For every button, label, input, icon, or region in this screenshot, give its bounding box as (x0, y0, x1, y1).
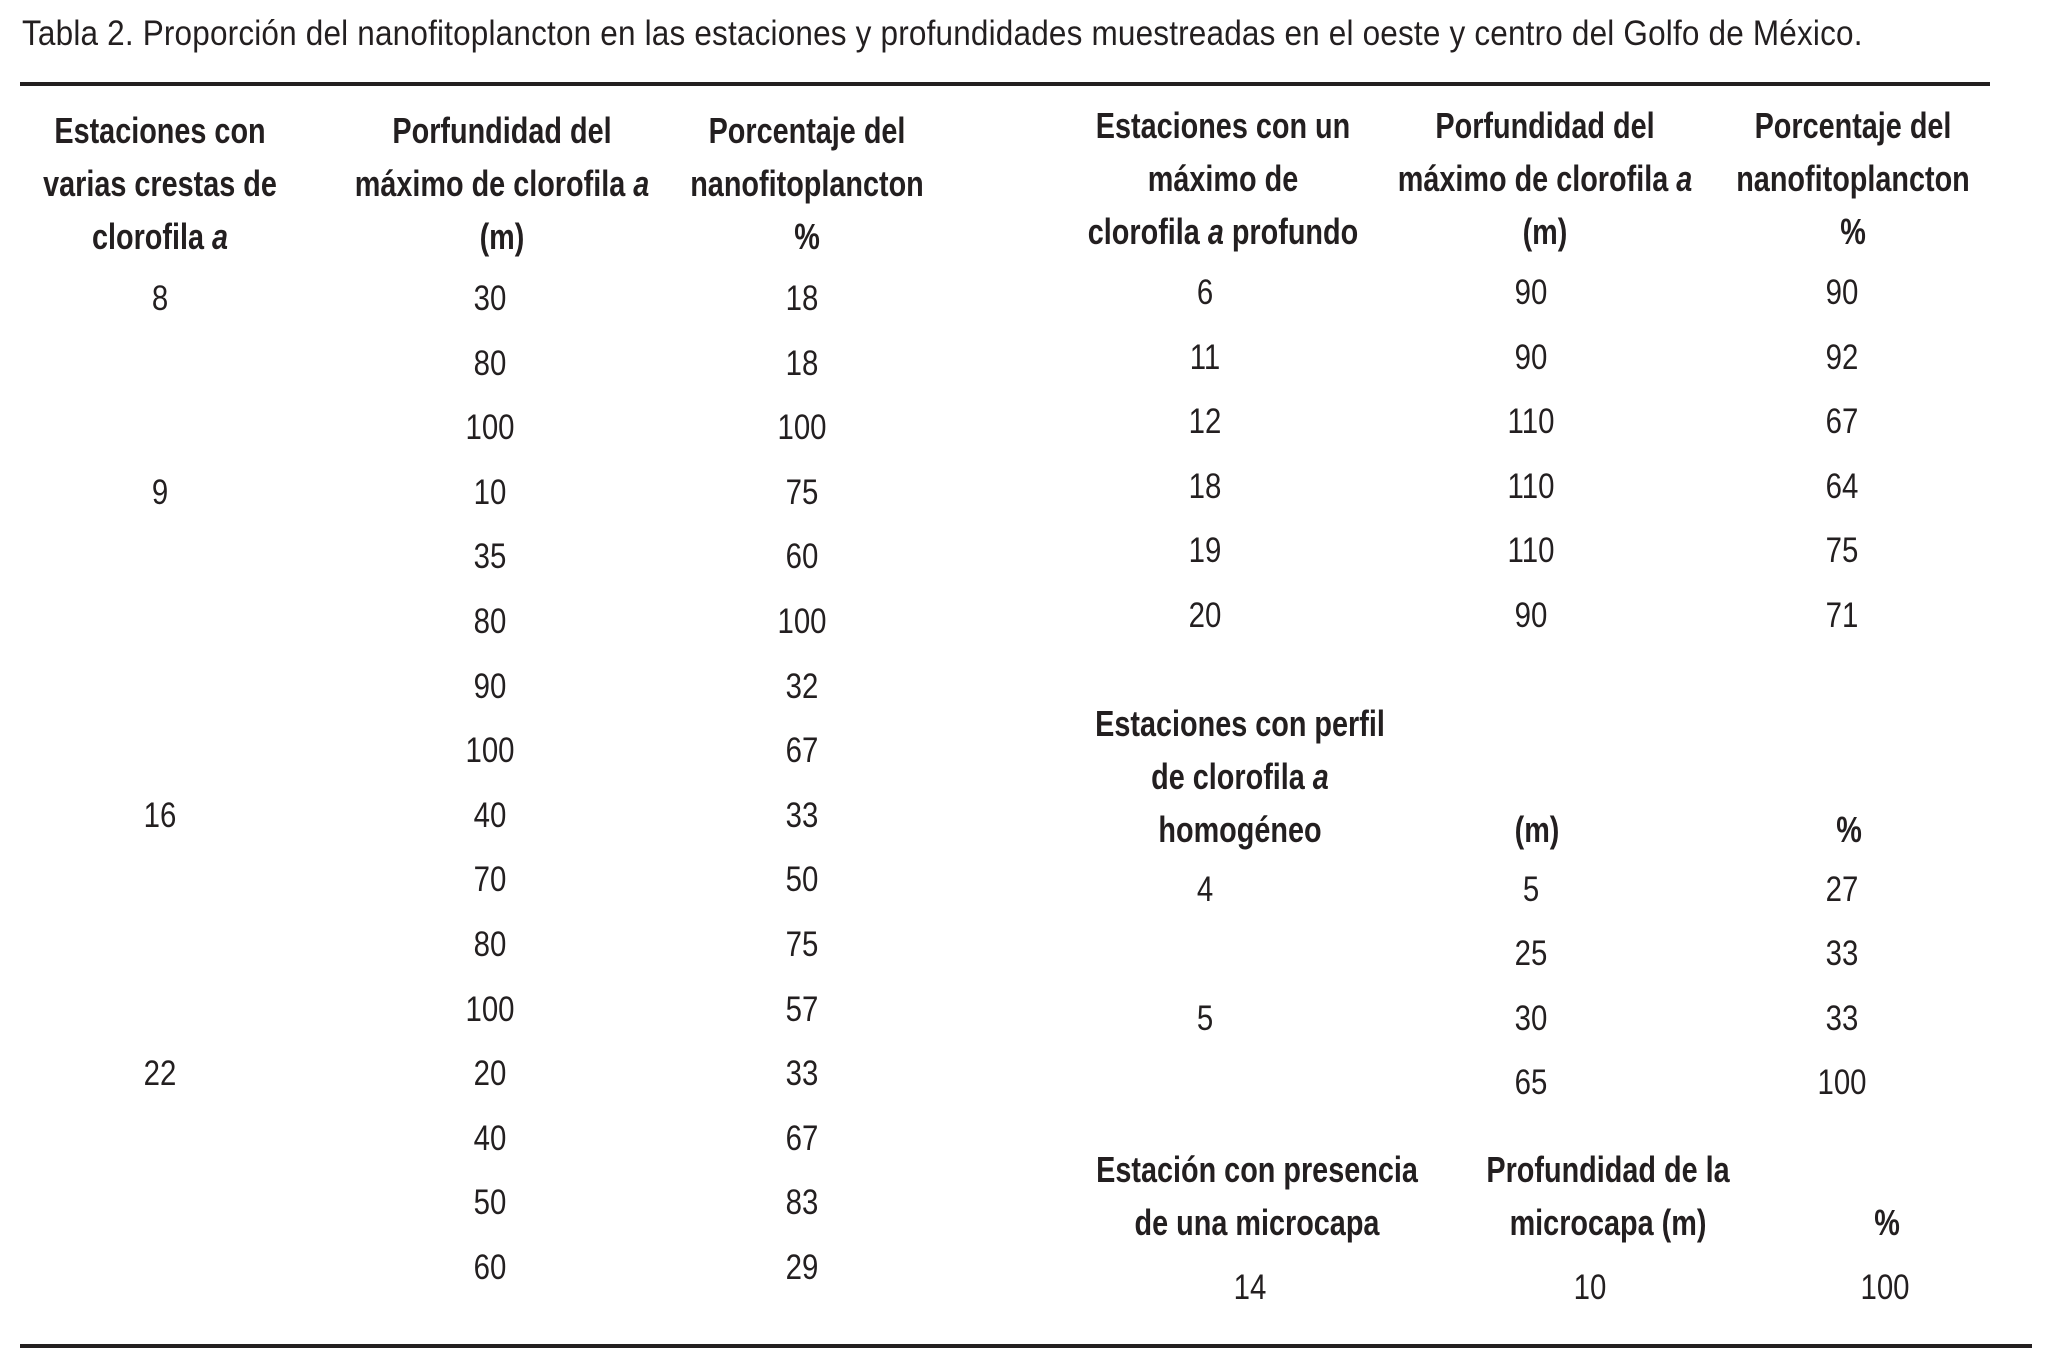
depth-cell: 60 (473, 1248, 507, 1287)
percent-cell: 75 (785, 925, 819, 964)
deep-header-depth: Porfundidad del máximo de clorofila a (m) (1397, 105, 1693, 252)
percent-cell: 75 (785, 472, 819, 512)
micro-header-percent: % (1874, 1202, 1900, 1243)
depth-cell: 110 (1507, 402, 1555, 442)
percent-cell: 29 (785, 1248, 819, 1287)
percent-cell: 33 (1825, 998, 1859, 1038)
homog-header-station: Estaciones con perfil de clorofila a homogéneo (1095, 703, 1385, 850)
percent-cell: 67 (785, 731, 819, 771)
deep-header-station: Estaciones con un máximo de clorofila a profundo (1087, 105, 1359, 252)
bottom-rule (20, 1344, 2032, 1348)
depth-cell: 110 (1507, 466, 1555, 506)
percent-cell: 100 (1860, 1268, 1910, 1307)
percent-cell: 100 (777, 408, 827, 448)
depth-cell: 10 (473, 472, 507, 512)
station-cell: 4 (1196, 870, 1214, 909)
depth-cell: 35 (473, 537, 507, 577)
depth-cell: 20 (473, 1054, 507, 1094)
micro-header-depth: Profundidad de la microcapa (m) (1486, 1149, 1730, 1243)
station-cell: 8 (151, 279, 169, 318)
depth-cell: 30 (473, 279, 507, 318)
percent-cell: 57 (785, 989, 819, 1029)
depth-cell: 50 (473, 1183, 507, 1223)
percent-cell: 18 (785, 279, 819, 318)
depth-cell: 90 (1514, 596, 1548, 635)
depth-cell: 110 (1507, 531, 1555, 571)
depth-cell: 90 (1514, 273, 1548, 312)
station-cell: 5 (1196, 998, 1214, 1038)
station-cell: 11 (1189, 337, 1221, 377)
percent-cell: 33 (785, 1054, 819, 1094)
station-cell: 22 (143, 1054, 177, 1094)
left-header-percent: Porcentaje del nanofitoplancton % (690, 110, 924, 257)
depth-cell: 70 (473, 860, 507, 900)
table-caption: Tabla 2. Proporción del nanofitoplancton en las estaciones y profundidades muestreadas en el oeste y centro del Golfo de México. (22, 14, 1863, 53)
percent-cell: 18 (785, 343, 819, 383)
deep-header-percent: Porcentaje del nanofitoplancton % (1736, 105, 1970, 252)
station-cell: 9 (151, 472, 169, 512)
percent-cell: 33 (785, 795, 819, 835)
percent-cell: 32 (785, 666, 819, 706)
station-cell: 20 (1188, 596, 1222, 635)
percent-cell: 83 (785, 1183, 819, 1223)
percent-cell: 50 (785, 860, 819, 900)
depth-cell: 10 (1573, 1268, 1607, 1307)
depth-cell: 100 (465, 989, 515, 1029)
depth-cell: 80 (473, 343, 507, 383)
homog-header-percent: % (1836, 809, 1862, 850)
percent-cell: 60 (785, 537, 819, 577)
station-cell: 16 (143, 795, 177, 835)
station-cell: 14 (1233, 1268, 1267, 1307)
station-cell: 19 (1188, 531, 1222, 571)
micro-header-station: Estación con presencia de una microcapa (1096, 1149, 1418, 1243)
percent-cell: 27 (1825, 870, 1859, 909)
percent-cell: 33 (1825, 934, 1859, 974)
depth-cell: 80 (473, 602, 507, 641)
depth-cell: 90 (473, 666, 507, 706)
station-cell: 18 (1188, 466, 1222, 506)
depth-cell: 5 (1522, 870, 1540, 909)
depth-cell: 40 (473, 795, 507, 835)
percent-cell: 90 (1825, 273, 1859, 312)
percent-cell: 64 (1825, 466, 1859, 506)
station-cell: 6 (1196, 273, 1214, 312)
depth-cell: 100 (465, 408, 515, 448)
percent-cell: 75 (1825, 531, 1859, 571)
depth-cell: 25 (1514, 934, 1548, 974)
left-header-depth: Porfundidad del máximo de clorofila a (m) (354, 110, 650, 257)
station-cell: 12 (1188, 402, 1222, 442)
depth-cell: 40 (473, 1118, 507, 1158)
depth-cell: 100 (465, 731, 515, 771)
percent-cell: 67 (1825, 402, 1859, 442)
depth-cell: 30 (1514, 998, 1548, 1038)
depth-cell: 65 (1514, 1063, 1548, 1103)
depth-cell: 80 (473, 925, 507, 964)
left-header-station: Estaciones con varias crestas de clorofila a (43, 110, 277, 257)
percent-cell: 71 (1825, 596, 1859, 635)
depth-cell: 90 (1514, 337, 1548, 377)
percent-cell: 100 (777, 602, 827, 641)
homog-header-depth: (m) (1514, 809, 1560, 850)
percent-cell: 67 (785, 1118, 819, 1158)
percent-cell: 92 (1825, 337, 1859, 377)
percent-cell: 100 (1817, 1063, 1867, 1103)
top-rule (20, 82, 1990, 86)
